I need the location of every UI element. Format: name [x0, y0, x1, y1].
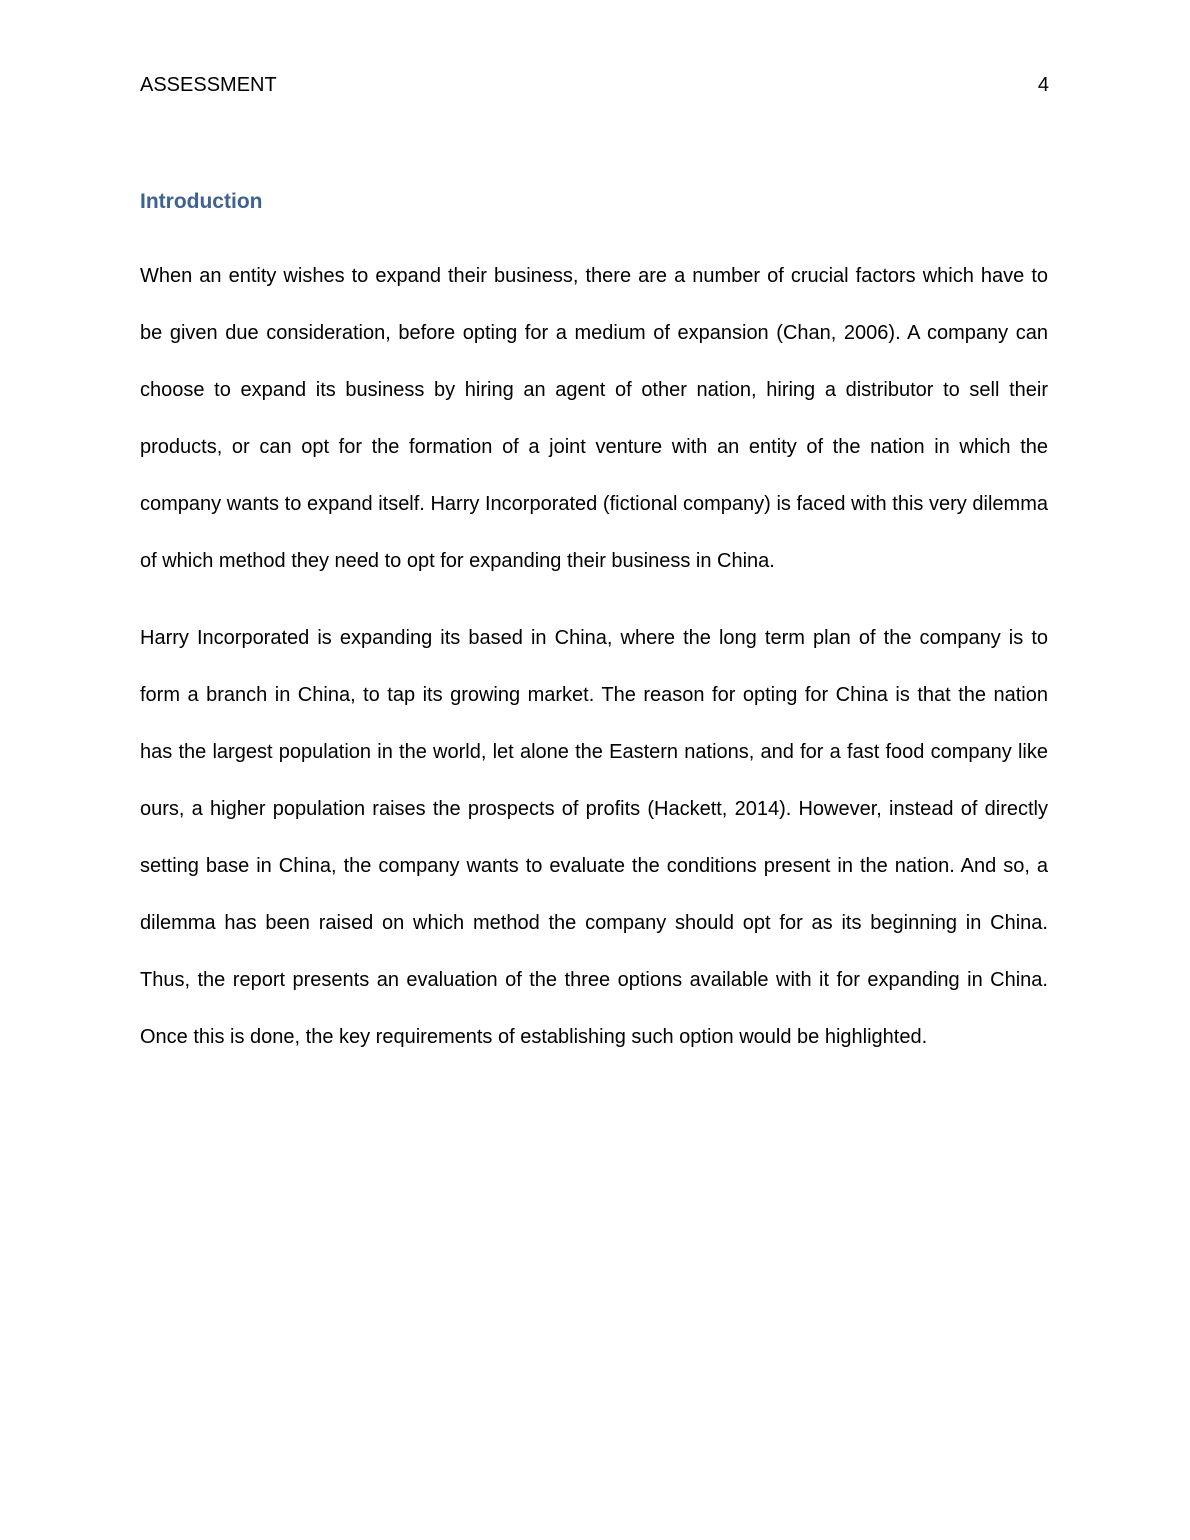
- section-heading: Introduction: [140, 190, 263, 213]
- running-head: ASSESSMENT: [140, 74, 277, 96]
- page-number: 4: [1037, 74, 1049, 96]
- page-header: [140, 72, 1049, 98]
- paragraph-1: When an entity wishes to expand their business, there are a number of crucial factors which have to be given due consideration, before opting for a medium of expansion (Chan, 2006). A company can choose to expand its business by hiring an agent of other nation, hiring a distributor to sell their products, or can opt for the formation of a joint venture with an entity of the nation in which the company wants to expand itself. Harry Incorporated (fictional company) is faced with this very dilemma of which method they need to opt for expanding their business in China.: [140, 265, 1048, 572]
- paragraph-2: Harry Incorporated is expanding its based in China, where the long term plan of the company is to form a branch in China, to tap its growing market. The reason for opting for China is that the nation has the largest population in the world, let alone the Eastern nations, and for a fast food company like ours, a higher population raises the prospects of profits (Hackett, 2014). However, instead of directly setting base in China, the company wants to evaluate the conditions present in the nation. And so, a dilemma has been raised on which method the company should opt for as its beginning in China. Thus, the report presents an evaluation of the three options available with it for expanding in China. Once this is done, the key requirements of establishing such option would be highlighted.: [140, 627, 1048, 1048]
- body-text: [140, 248, 1048, 1086]
